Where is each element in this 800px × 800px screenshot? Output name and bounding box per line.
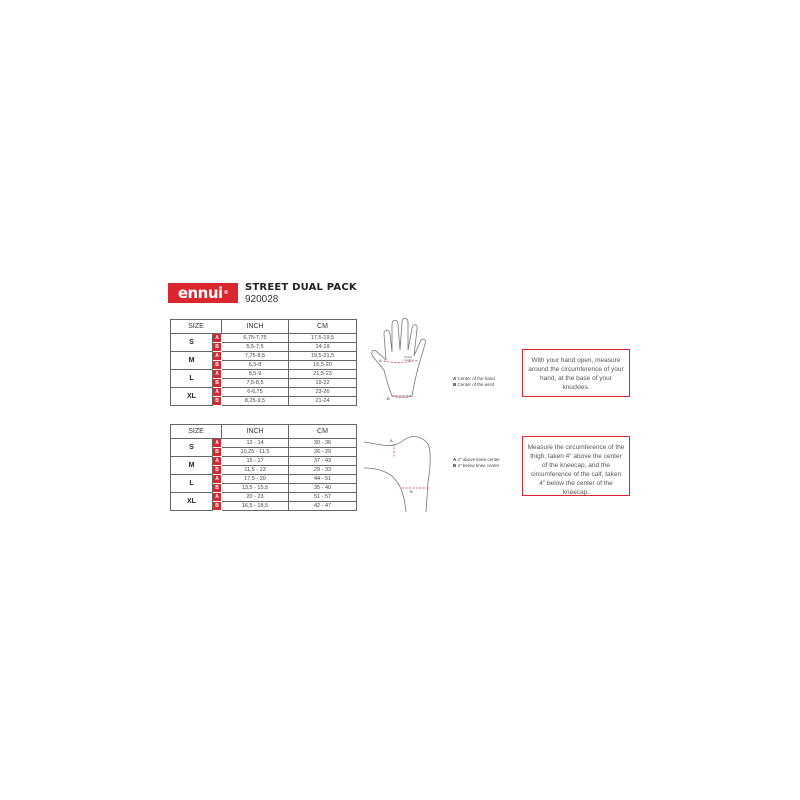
cm-value: 23-26 <box>289 388 357 397</box>
product-title: STREET DUAL PACK <box>245 282 357 293</box>
table-row <box>171 388 357 397</box>
inch-value: 13,5 - 15,5 <box>222 484 289 493</box>
table-row <box>171 370 357 379</box>
cm-value: 17,5-19,5 <box>289 334 357 343</box>
measure-key: B <box>213 502 222 511</box>
table-row <box>171 457 357 466</box>
cm-header: CM <box>289 425 357 439</box>
hand-outline-icon <box>362 312 442 412</box>
inch-value: 12 - 14 <box>222 439 289 448</box>
inch-value: 20 - 23 <box>222 493 289 502</box>
inch-value: 17,5 - 20 <box>222 475 289 484</box>
product-code: 920028 <box>245 294 279 305</box>
brand-logo: ennui® <box>168 283 238 303</box>
size-label: XL <box>171 493 213 511</box>
inch-value: 8,5-9 <box>222 370 289 379</box>
inch-value: 6-6,75 <box>222 388 289 397</box>
hand-label-a: A <box>379 358 382 363</box>
measure-key: A <box>213 457 222 466</box>
size-label: XL <box>171 388 213 406</box>
measure-key: A <box>213 388 222 397</box>
inch-header: INCH <box>222 320 289 334</box>
knee-instructions: Measure the circumference of the thigh, taken 4" above the center of the kneecap, and the circumference of the calf, taken 4" below the center of the kneecap. <box>522 436 630 496</box>
cm-value: 21-24 <box>289 397 357 406</box>
gloves-size-table <box>170 319 357 406</box>
table-header-row <box>171 425 357 439</box>
hand-label-b: B <box>387 396 390 401</box>
cm-value: 35 - 40 <box>289 484 357 493</box>
inch-value: 5,5-7,5 <box>222 343 289 352</box>
inch-value: 7,5-8,5 <box>222 379 289 388</box>
table-row <box>171 334 357 343</box>
knee-outline-icon <box>362 422 442 512</box>
inch-header: INCH <box>222 425 289 439</box>
measure-key: B <box>213 361 222 370</box>
cm-value: 16,5-20 <box>289 361 357 370</box>
inch-value: 6,75-7,75 <box>222 334 289 343</box>
inch-value: 16,5 - 18,5 <box>222 502 289 511</box>
measure-key: A <box>213 334 222 343</box>
size-label: M <box>171 352 213 370</box>
table-row <box>171 493 357 502</box>
cm-value: 42 - 47 <box>289 502 357 511</box>
inch-value: 10,25 - 11,5 <box>222 448 289 457</box>
inch-value: 8,25-9,5 <box>222 397 289 406</box>
cm-value: 21,5-23 <box>289 370 357 379</box>
inch-value: 6,5-8 <box>222 361 289 370</box>
table-row <box>171 475 357 484</box>
hand-legend: A Center of the hand B Center of the wrist <box>453 376 495 387</box>
measure-key: A <box>213 370 222 379</box>
size-label: S <box>171 334 213 352</box>
measure-key: B <box>213 484 222 493</box>
measure-key: B <box>213 466 222 475</box>
knee-label-b: B <box>410 489 413 494</box>
cm-value: 26 - 29 <box>289 448 357 457</box>
table-row <box>171 439 357 448</box>
hand-instructions: With your hand open, measure around the circumference of your hand, at the base of your knuckles. <box>522 349 630 397</box>
cm-value: 29 - 33 <box>289 466 357 475</box>
knee-label-a: A <box>390 438 393 443</box>
measure-key: A <box>213 475 222 484</box>
cm-value: 19,5-21,5 <box>289 352 357 361</box>
inch-value: 11,5 - 13 <box>222 466 289 475</box>
measure-key: B <box>213 448 222 457</box>
inch-value: 7,75-8,5 <box>222 352 289 361</box>
inch-value: 15 - 17 <box>222 457 289 466</box>
size-header: SIZE <box>171 320 222 334</box>
knee-size-table <box>170 424 357 511</box>
size-label: L <box>171 370 213 388</box>
cm-value: 14-19 <box>289 343 357 352</box>
size-label: L <box>171 475 213 493</box>
size-header: SIZE <box>171 425 222 439</box>
measure-key: B <box>213 379 222 388</box>
cm-value: 51 - 57 <box>289 493 357 502</box>
size-label: M <box>171 457 213 475</box>
hand-inline-top: Thumb <box>404 356 413 359</box>
size-label: S <box>171 439 213 457</box>
cm-value: 30 - 36 <box>289 439 357 448</box>
measure-key: B <box>213 343 222 352</box>
table-header-row <box>171 320 357 334</box>
cm-value: 44 - 51 <box>289 475 357 484</box>
measure-key: A <box>213 439 222 448</box>
measure-key: A <box>213 493 222 502</box>
hand-inline-bottom: A width <box>404 359 413 362</box>
knee-legend: A 4" above knee center B 4" below knee center <box>453 457 500 468</box>
measure-key: A <box>213 352 222 361</box>
measure-key: B <box>213 397 222 406</box>
cm-value: 37 - 43 <box>289 457 357 466</box>
cm-value: 19-22 <box>289 379 357 388</box>
cm-header: CM <box>289 320 357 334</box>
table-row <box>171 352 357 361</box>
